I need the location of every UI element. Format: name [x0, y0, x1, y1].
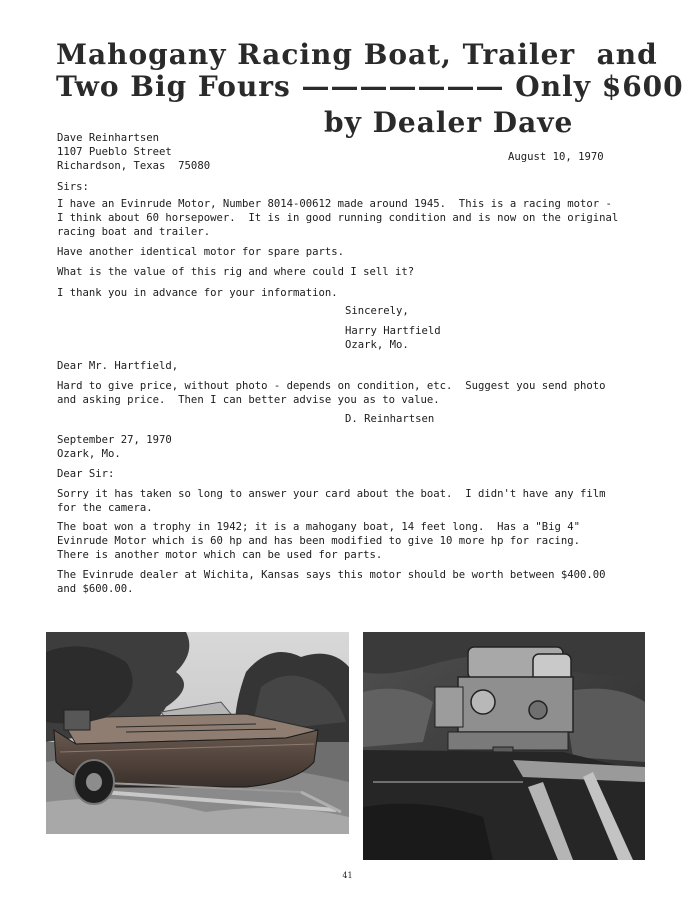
- letter-body-line: racing boat and trailer.: [57, 226, 211, 238]
- address-street: 1107 Pueblo Street: [57, 146, 172, 158]
- headline-line-1: Mahogany Racing Boat, Trailer and: [56, 38, 658, 71]
- letter2-salutation: Dear Sir:: [57, 468, 115, 480]
- letter-body-line: Have another identical motor for spare parts.: [57, 246, 345, 258]
- letter2-date: September 27, 1970: [57, 434, 172, 446]
- letter2-body-line: for the camera.: [57, 502, 153, 514]
- headline-byline: by Dealer Dave: [324, 106, 574, 139]
- letter-signature: Harry Hartfield: [345, 325, 441, 337]
- letter-body-line: I thank you in advance for your information.: [57, 287, 338, 299]
- letter2-body-line: The boat won a trophy in 1942; it is a mahogany boat, 14 feet long. Has a "Big 4": [57, 521, 580, 533]
- letter-closing: Sincerely,: [345, 305, 409, 317]
- reply-body-line: and asking price. Then I can better advise you as to value.: [57, 394, 440, 406]
- letter-body-line: I think about 60 horsepower. It is in good running condition and is now on the original: [57, 212, 619, 224]
- headline-line-2: Two Big Fours ——————— Only $600: [56, 70, 684, 103]
- letter2-body-line: Sorry it has taken so long to answer your card about the boat. I didn't have any film: [57, 488, 606, 500]
- letter-body-line: What is the value of this rig and where could I sell it?: [57, 266, 415, 278]
- outboard-motor-photo: [363, 632, 645, 860]
- page-number: 41: [342, 871, 353, 880]
- letter-body-line: I have an Evinrude Motor, Number 8014-00612 made around 1945. This is a racing motor -: [57, 198, 612, 210]
- letter2-body-line: and $600.00.: [57, 583, 134, 595]
- reply-signature: D. Reinhartsen: [345, 413, 435, 425]
- reply-salutation: Dear Mr. Hartfield,: [57, 360, 179, 372]
- letter-date: August 10, 1970: [508, 151, 604, 163]
- letter2-body-line: The Evinrude dealer at Wichita, Kansas says this motor should be worth between $400.00: [57, 569, 606, 581]
- letter-sender-location: Ozark, Mo.: [345, 339, 409, 351]
- address-city: Richardson, Texas 75080: [57, 160, 211, 172]
- boat-on-trailer-photo: [46, 632, 349, 834]
- letter2-body-line: Evinrude Motor which is 60 hp and has been modified to give 10 more hp for racing.: [57, 535, 580, 547]
- reply-body-line: Hard to give price, without photo - depends on condition, etc. Suggest you send photo: [57, 380, 606, 392]
- letter2-location: Ozark, Mo.: [57, 448, 121, 460]
- letter-salutation: Sirs:: [57, 181, 89, 193]
- letter2-body-line: There is another motor which can be used for parts.: [57, 549, 383, 561]
- address-name: Dave Reinhartsen: [57, 132, 160, 144]
